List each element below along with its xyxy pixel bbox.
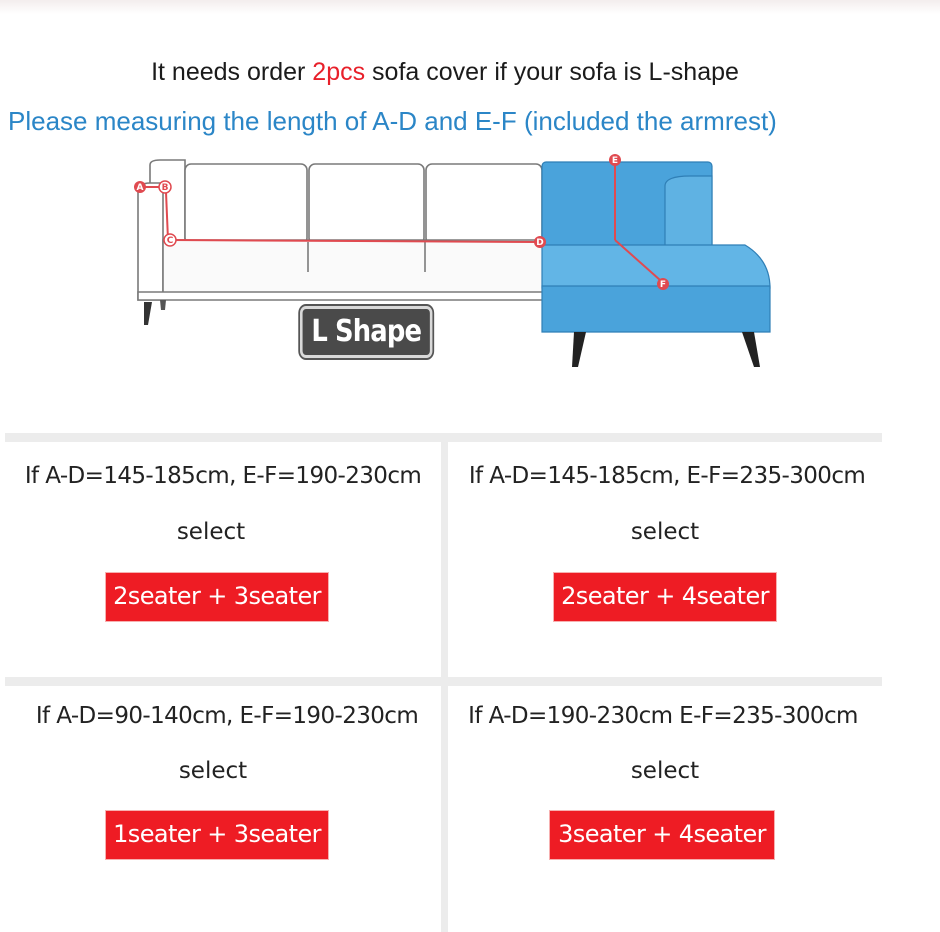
- option-cell-2: [448, 440, 898, 676]
- sofa-leg: [742, 332, 760, 367]
- title-order-note: [0, 58, 890, 87]
- option-condition: If A-D=190-230cm E-F=235-300cm: [468, 703, 858, 729]
- point-e-label: E: [611, 156, 619, 166]
- option-cell-4: [448, 686, 898, 926]
- point-f-label: F: [659, 280, 667, 290]
- option-select-label: select: [630, 519, 700, 545]
- title-highlight-2pcs: 2pcs: [312, 58, 366, 86]
- l-shape-badge: L Shape: [300, 306, 432, 358]
- point-c-label: C: [166, 236, 174, 246]
- l-shape-sofa-diagram: [0, 150, 940, 380]
- option-condition: If A-D=145-185cm, E-F=190-230cm: [24, 463, 422, 489]
- option-size-button[interactable]: 2seater + 3seater: [106, 573, 328, 621]
- title-text-after: sofa cover if your sofa is L-shape: [365, 58, 739, 86]
- top-fade: [0, 0, 940, 14]
- option-size-button[interactable]: 3seater + 4seater: [550, 811, 774, 859]
- sofa-chaise-section: [542, 162, 770, 332]
- point-a-label: A: [136, 183, 144, 193]
- option-select-label: select: [178, 758, 248, 784]
- point-b-label: B: [161, 183, 169, 193]
- sofa-left-section: [138, 160, 545, 300]
- option-select-label: select: [176, 519, 246, 545]
- point-d-label: D: [536, 238, 544, 248]
- option-condition: If A-D=90-140cm, E-F=190-230cm: [35, 703, 419, 729]
- option-condition: If A-D=145-185cm, E-F=235-300cm: [468, 463, 866, 489]
- option-cell-3: [0, 686, 450, 926]
- sofa-leg: [572, 332, 586, 367]
- option-cell-1: [0, 440, 450, 676]
- sofa-leg: [144, 302, 152, 325]
- option-size-button[interactable]: 1seater + 3seater: [106, 811, 328, 859]
- option-size-button[interactable]: 2seater + 4seater: [554, 573, 776, 621]
- sofa-leg: [160, 300, 166, 310]
- option-select-label: select: [630, 758, 700, 784]
- measure-instruction: Please measuring the length of A-D and E-F (included the armrest): [8, 106, 777, 136]
- title-text-before: It needs order: [151, 58, 313, 86]
